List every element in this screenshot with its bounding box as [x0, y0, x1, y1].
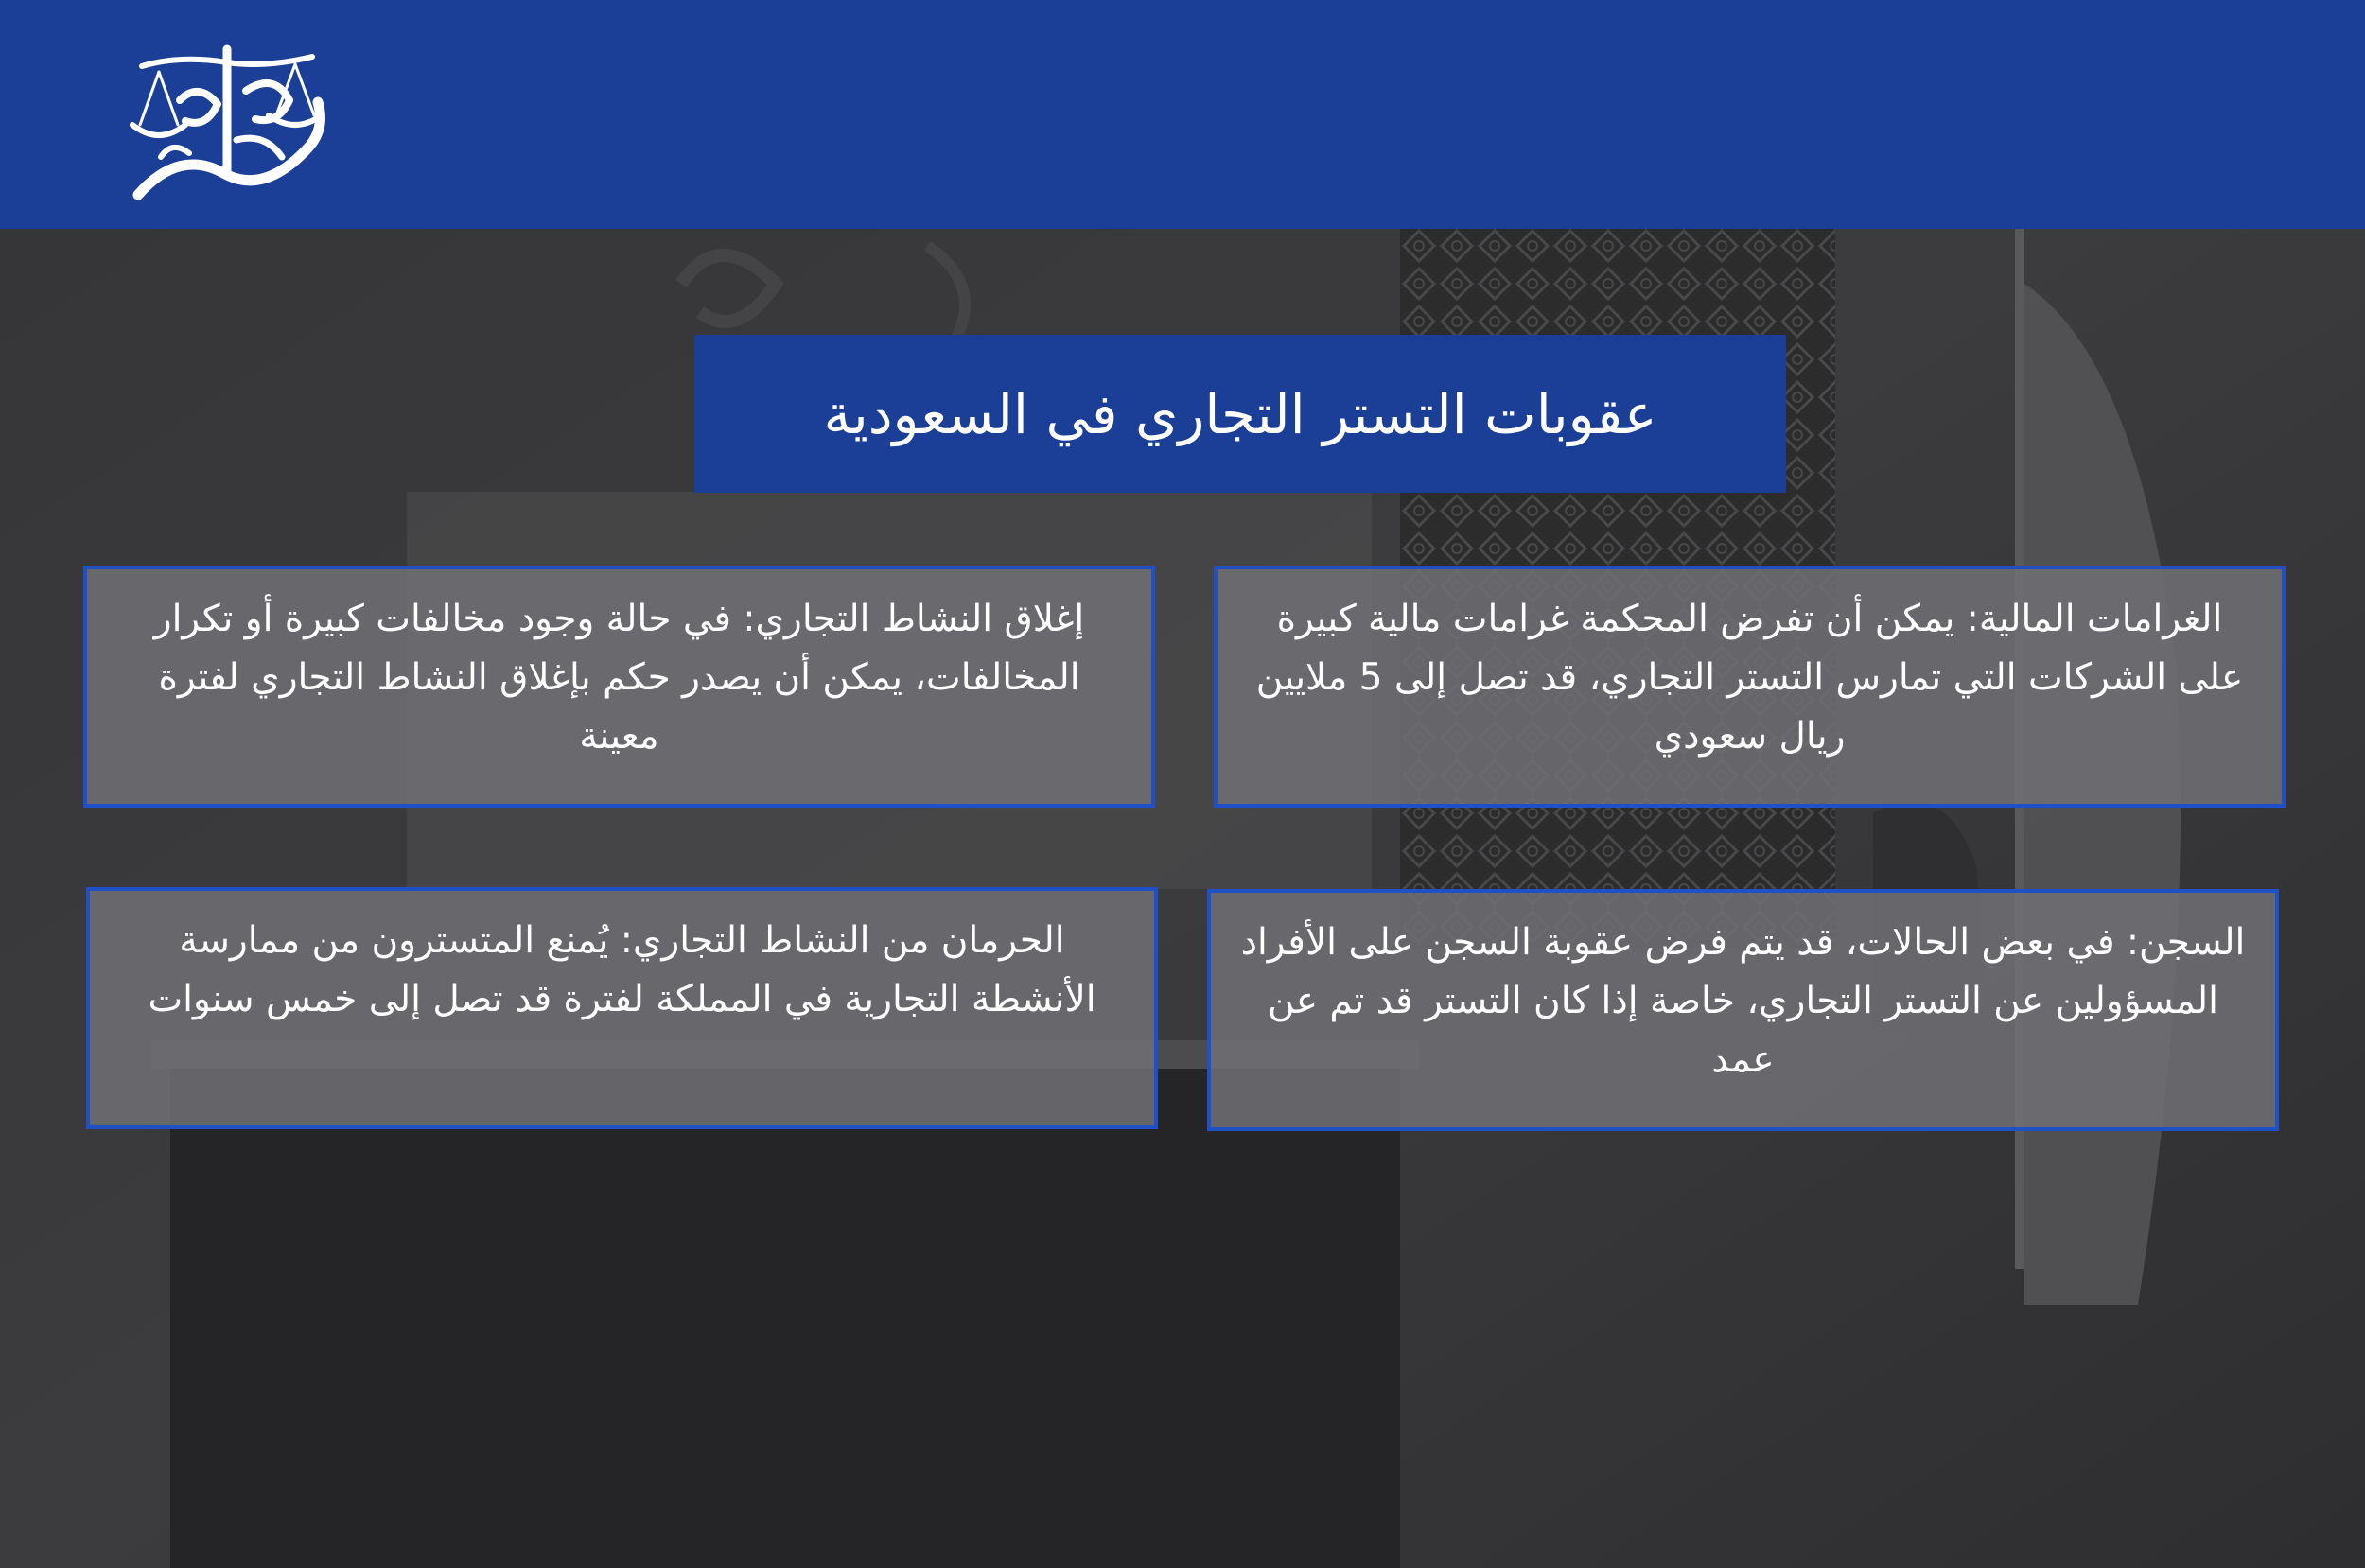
calligraphy-scales-logo-icon — [123, 34, 336, 204]
card-financial-fines — [1214, 566, 2286, 808]
card-financial-fines-text: الغرامات المالية: يمكن أن تفرض المحكمة غرامات مالية كبيرة على الشركات التي تمارس التستر التجاري، قد تصل إلى 5 ملايين ريال سعودي — [1255, 598, 2244, 758]
card-imprisonment-text: السجن: في بعض الحالات، قد يتم فرض عقوبة السجن على الأفراد المسؤولين عن التستر التجاري، خاصة إذا كان التستر قد تم عن عمد — [1240, 921, 2246, 1081]
card-business-closure — [83, 566, 1155, 808]
header-bar — [0, 0, 2365, 229]
card-business-ban — [86, 887, 1158, 1129]
page-title: عقوبات التستر التجاري في السعودية — [823, 381, 1657, 446]
title-banner — [694, 335, 1786, 493]
card-business-ban-text: الحرمان من النشاط التجاري: يُمنع المتسترون من ممارسة الأنشطة التجارية في المملكة لفترة قد تصل إلى خمس سنوات — [148, 919, 1096, 1020]
card-business-closure-text: إغلاق النشاط التجاري: في حالة وجود مخالفات كبيرة أو تكرار المخالفات، يمكن أن يصدر حكم بإغلاق النشاط التجاري لفترة معينة — [153, 598, 1085, 758]
card-imprisonment — [1207, 889, 2279, 1131]
